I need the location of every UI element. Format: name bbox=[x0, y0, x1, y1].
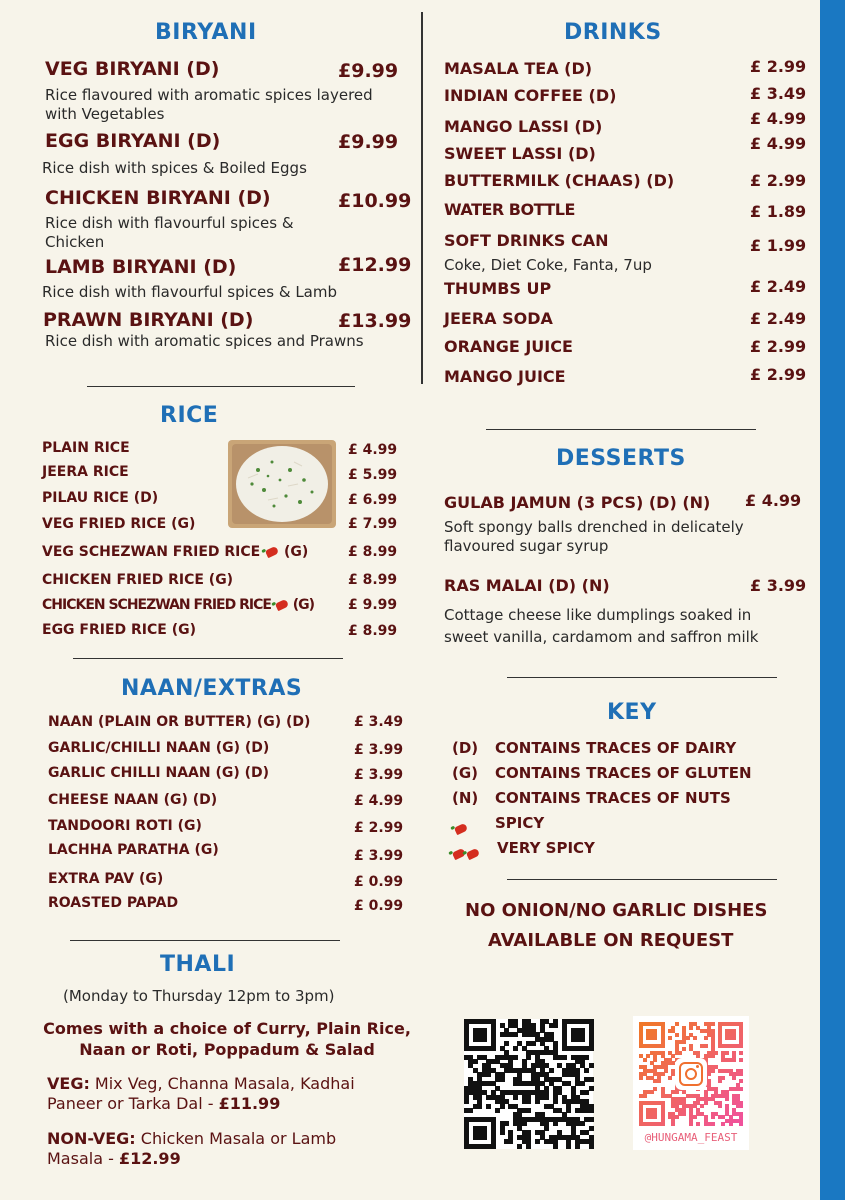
instagram-qr-card[interactable] bbox=[633, 1016, 749, 1150]
qr-module bbox=[678, 1051, 682, 1055]
qr-module bbox=[725, 1051, 729, 1055]
qr-module bbox=[718, 1079, 722, 1083]
naan-item-name: GARLIC/CHILLI NAAN (G) (D) bbox=[48, 740, 270, 756]
qr-module bbox=[500, 1130, 505, 1135]
menu-item-desc: Rice dish with flavourful spices & Chicken bbox=[45, 214, 294, 251]
naan-item-name: GARLIC CHILLI NAAN (G) (D) bbox=[48, 765, 270, 781]
drink-price: £ 2.99 bbox=[750, 57, 807, 76]
qr-module bbox=[526, 1099, 531, 1104]
qr-module bbox=[661, 1122, 665, 1126]
drink-price: £ 1.99 bbox=[750, 236, 807, 255]
qr-module bbox=[584, 1068, 589, 1073]
drink-name: BUTTERMILK (CHAAS) (D) bbox=[444, 171, 675, 190]
drink-price: £ 2.49 bbox=[750, 309, 807, 328]
qr-module bbox=[500, 1077, 505, 1082]
qr-module bbox=[580, 1121, 585, 1126]
menu-item-name: LAMB BIRYANI (D) bbox=[45, 256, 237, 278]
thali-nonveg bbox=[47, 1129, 377, 1169]
qr-module bbox=[468, 1108, 473, 1113]
qr-module bbox=[486, 1072, 491, 1077]
drink-name: MANGO JUICE bbox=[444, 367, 566, 386]
qr-module bbox=[531, 1041, 536, 1046]
section-divider bbox=[507, 677, 777, 678]
rice-item-name: PILAU RICE (D) bbox=[42, 490, 159, 506]
naan-item-price: £ 0.99 bbox=[354, 898, 404, 914]
qr-module bbox=[739, 1087, 743, 1091]
qr-module bbox=[580, 1081, 585, 1086]
key-heading: KEY bbox=[607, 700, 657, 725]
drinks-heading: DRINKS bbox=[564, 20, 662, 45]
qr-module bbox=[661, 1044, 665, 1048]
qr-module bbox=[700, 1104, 704, 1108]
drink-price: £ 4.99 bbox=[750, 109, 807, 128]
naan-item-name: EXTRA PAV (G) bbox=[48, 871, 164, 887]
drink-name: MASALA TEA (D) bbox=[444, 59, 593, 78]
instagram-icon bbox=[675, 1058, 707, 1090]
naan-item-name: ROASTED PAPAD bbox=[48, 895, 179, 911]
dessert-name: RAS MALAI (D) (N) bbox=[444, 576, 610, 595]
qr-module bbox=[504, 1121, 509, 1126]
qr-module bbox=[504, 1041, 509, 1046]
thali-hours: (Monday to Thursday 12pm to 3pm) bbox=[63, 987, 335, 1005]
rice-item-price: £ 9.99 bbox=[348, 597, 398, 613]
rice-item-price: £ 4.99 bbox=[348, 442, 398, 458]
qr-module bbox=[671, 1122, 675, 1126]
key-chili-icon bbox=[454, 818, 468, 837]
qr-module bbox=[513, 1046, 518, 1051]
qr-module bbox=[544, 1126, 549, 1131]
drink-desc: Coke, Diet Coke, Fanta, 7up bbox=[444, 256, 652, 274]
dessert-desc: Soft spongy balls drenched in delicately flavoured sugar syrup bbox=[444, 518, 744, 555]
qr-module bbox=[513, 1055, 518, 1060]
drink-price: £ 1.89 bbox=[750, 202, 807, 221]
qr-module bbox=[575, 1144, 580, 1149]
qr-module bbox=[704, 1036, 708, 1040]
rice-item-label: VEG SCHEZWAN FRIED RICE bbox=[42, 544, 261, 560]
qr-module bbox=[526, 1108, 531, 1113]
biryani-heading: BIRYANI bbox=[155, 20, 257, 45]
section-divider bbox=[486, 429, 756, 430]
key-label: CONTAINS TRACES OF NUTS bbox=[495, 789, 731, 807]
section-divider bbox=[73, 658, 343, 659]
drink-name: SOFT DRINKS CAN bbox=[444, 231, 609, 250]
qr-module bbox=[732, 1036, 736, 1040]
menu-item-desc: Rice dish with spices & Boiled Eggs bbox=[42, 159, 307, 177]
menu-item-price: £13.99 bbox=[338, 310, 412, 332]
qr-module bbox=[739, 1044, 743, 1048]
qr-module bbox=[643, 1094, 647, 1098]
naan-item-price: £ 3.99 bbox=[354, 848, 404, 864]
thali-veg bbox=[47, 1074, 407, 1114]
menu-item-name: VEG BIRYANI (D) bbox=[45, 58, 220, 80]
naan-item-name: NAAN (PLAIN OR BUTTER) (G) (D) bbox=[48, 714, 311, 730]
naan-item-price: £ 2.99 bbox=[354, 820, 404, 836]
dessert-desc: Cottage cheese like dumplings soaked in sweet vanilla, cardamom and saffron milk bbox=[444, 606, 759, 646]
rice-item-price: £ 8.99 bbox=[348, 544, 398, 560]
qr-module bbox=[693, 1115, 697, 1119]
section-divider bbox=[507, 879, 777, 880]
qr-module bbox=[589, 1046, 594, 1051]
drink-name: MANGO LASSI (D) bbox=[444, 117, 603, 136]
dessert-price: £ 4.99 bbox=[745, 491, 802, 510]
drink-name: INDIAN COFFEE (D) bbox=[444, 86, 617, 105]
qr-module bbox=[522, 1121, 527, 1126]
qr-module bbox=[725, 1097, 729, 1101]
thali-nonveg-label: NON-VEG: bbox=[47, 1129, 136, 1148]
qr-module bbox=[739, 1122, 743, 1126]
qr-module bbox=[464, 1099, 469, 1104]
rice-item-price: £ 7.99 bbox=[348, 516, 398, 532]
qr-module bbox=[589, 1086, 594, 1091]
qr-module bbox=[553, 1023, 558, 1028]
qr-module bbox=[732, 1058, 736, 1062]
menu-item-price: £9.99 bbox=[338, 131, 399, 153]
thali-heading: THALI bbox=[160, 952, 236, 977]
thali-veg-text: Mix Veg, Channa Masala, Kadhai Paneer or Tarka Dal - bbox=[47, 1074, 355, 1113]
rice-item-label: CHICKEN SCHEZWAN FRIED RICE bbox=[42, 597, 271, 613]
rice-item-price: £ 8.99 bbox=[348, 623, 398, 639]
menu-item-name: EGG BIRYANI (D) bbox=[45, 130, 221, 152]
key-double-chili-icon bbox=[452, 843, 480, 862]
instagram-handle: @HUNGAMA_FEAST bbox=[644, 1131, 738, 1144]
section-divider bbox=[87, 386, 355, 387]
qr-code[interactable] bbox=[464, 1019, 593, 1149]
drink-name: ORANGE JUICE bbox=[444, 337, 573, 356]
qr-module bbox=[535, 1139, 540, 1144]
qr-module bbox=[653, 1036, 657, 1040]
qr-module bbox=[711, 1054, 715, 1058]
qr-module bbox=[668, 1036, 672, 1040]
menu-item-price: £12.99 bbox=[338, 254, 412, 276]
qr-module bbox=[544, 1095, 549, 1100]
chili-icon bbox=[265, 546, 279, 558]
menu-item-desc: Rice dish with flavourful spices & Lamb bbox=[42, 283, 338, 301]
qr-module bbox=[513, 1032, 518, 1037]
rice-heading: RICE bbox=[160, 403, 219, 428]
thali-nonveg-price: £12.99 bbox=[118, 1149, 181, 1168]
drink-price: £ 2.49 bbox=[750, 277, 807, 296]
qr-module bbox=[711, 1122, 715, 1126]
key-label: VERY SPICY bbox=[497, 839, 595, 857]
qr-module bbox=[482, 1135, 487, 1140]
rice-item-suffix: (G) bbox=[292, 597, 314, 613]
qr-module bbox=[714, 1051, 718, 1055]
qr-module bbox=[482, 1037, 487, 1042]
chili-icon bbox=[275, 599, 289, 611]
drink-name: THUMBS UP bbox=[444, 279, 552, 298]
rice-item-name: CHICKEN FRIED RICE (G) bbox=[42, 572, 234, 588]
thali-nonveg-text: Chicken Masala or Lamb Masala - bbox=[47, 1129, 337, 1168]
no-onion-note: AVAILABLE ON REQUEST bbox=[488, 930, 734, 951]
thali-veg-price: £11.99 bbox=[218, 1094, 281, 1113]
qr-module bbox=[566, 1108, 571, 1113]
rice-item-name: PLAIN RICE bbox=[42, 440, 130, 456]
naan-heading: NAAN/EXTRAS bbox=[121, 676, 303, 701]
qr-module bbox=[689, 1026, 693, 1030]
qr-module bbox=[732, 1076, 736, 1080]
qr-module bbox=[704, 1044, 708, 1048]
qr-module bbox=[653, 1115, 657, 1119]
rice-bowl-image bbox=[228, 440, 336, 528]
drink-price: £ 4.99 bbox=[750, 134, 807, 153]
qr-module bbox=[653, 1058, 657, 1062]
qr-module bbox=[653, 1087, 657, 1091]
qr-module bbox=[477, 1104, 482, 1109]
naan-item-name: LACHHA PARATHA (G) bbox=[48, 842, 219, 858]
qr-module bbox=[664, 1069, 668, 1073]
rice-item-price: £ 8.99 bbox=[348, 572, 398, 588]
qr-module bbox=[473, 1059, 478, 1064]
rice-item-name: VEG FRIED RICE (G) bbox=[42, 516, 196, 532]
qr-module bbox=[513, 1095, 518, 1100]
qr-module bbox=[682, 1112, 686, 1116]
column-divider bbox=[421, 12, 423, 384]
qr-module bbox=[721, 1076, 725, 1080]
qr-module bbox=[739, 1104, 743, 1108]
qr-module bbox=[689, 1122, 693, 1126]
qr-module bbox=[491, 1144, 496, 1149]
qr-module bbox=[675, 1115, 679, 1119]
menu-item-name: CHICKEN BIRYANI (D) bbox=[45, 187, 271, 209]
qr-module bbox=[718, 1104, 722, 1108]
key-label: CONTAINS TRACES OF GLUTEN bbox=[495, 764, 752, 782]
qr-module bbox=[643, 1058, 647, 1062]
qr-module bbox=[584, 1090, 589, 1095]
qr-module bbox=[650, 1090, 654, 1094]
menu-item-price: £10.99 bbox=[338, 190, 412, 212]
qr-module bbox=[739, 1058, 743, 1062]
rice-item-price: £ 5.99 bbox=[348, 467, 398, 483]
rice-item-name: EGG FRIED RICE (G) bbox=[42, 622, 197, 638]
drink-price: £ 2.99 bbox=[750, 171, 807, 190]
thali-veg-label: VEG: bbox=[47, 1074, 90, 1093]
drink-price: £ 3.49 bbox=[750, 84, 807, 103]
dessert-name: GULAB JAMUN (3 PCS) (D) (N) bbox=[444, 493, 711, 512]
qr-module bbox=[704, 1101, 708, 1105]
naan-item-price: £ 3.49 bbox=[354, 714, 404, 730]
chili-icon bbox=[454, 823, 468, 835]
chili-icon bbox=[466, 848, 480, 860]
qr-module bbox=[711, 1022, 715, 1026]
qr-module bbox=[508, 1139, 513, 1144]
drink-price: £ 2.99 bbox=[750, 337, 807, 356]
qr-module bbox=[553, 1099, 558, 1104]
rice-item-suffix: (G) bbox=[283, 544, 309, 560]
qr-module bbox=[675, 1090, 679, 1094]
qr-module bbox=[500, 1104, 505, 1109]
qr-module bbox=[711, 1115, 715, 1119]
menu-item-price: £9.99 bbox=[338, 60, 399, 82]
qr-module bbox=[639, 1076, 643, 1080]
drink-name: WATER BOTTLE bbox=[444, 200, 575, 219]
thali-intro: Comes with a choice of Curry, Plain Rice, Naan or Roti, Poppadum & Salad bbox=[43, 1019, 411, 1059]
qr-module bbox=[696, 1122, 700, 1126]
qr-module bbox=[646, 1054, 650, 1058]
rice-item-price: £ 6.99 bbox=[348, 492, 398, 508]
menu-item-desc: Rice flavoured with aromatic spices layered with Vegetables bbox=[45, 86, 373, 123]
rice-item-name bbox=[42, 544, 308, 560]
qr-module bbox=[711, 1069, 715, 1073]
drink-name: SWEET LASSI (D) bbox=[444, 144, 596, 163]
qr-module bbox=[707, 1072, 711, 1076]
qr-module bbox=[675, 1033, 679, 1037]
naan-item-price: £ 3.99 bbox=[354, 742, 404, 758]
naan-item-name: CHEESE NAAN (G) (D) bbox=[48, 792, 218, 808]
qr-module bbox=[589, 1144, 594, 1149]
qr-module bbox=[526, 1144, 531, 1149]
qr-module bbox=[693, 1036, 697, 1040]
naan-item-price: £ 3.99 bbox=[354, 767, 404, 783]
page-edge-left bbox=[0, 0, 22, 1200]
qr-module bbox=[589, 1077, 594, 1082]
naan-item-price: £ 4.99 bbox=[354, 793, 404, 809]
qr-module bbox=[553, 1144, 558, 1149]
qr-module bbox=[668, 1076, 672, 1080]
qr-module bbox=[580, 1037, 585, 1042]
qr-module bbox=[566, 1144, 571, 1149]
qr-module bbox=[589, 1063, 594, 1068]
qr-module bbox=[675, 1022, 679, 1026]
qr-module bbox=[495, 1108, 500, 1113]
menu-item-name: PRAWN BIRYANI (D) bbox=[43, 309, 254, 331]
qr-module bbox=[562, 1055, 567, 1060]
menu-item-desc: Rice dish with aromatic spices and Prawns bbox=[45, 332, 364, 350]
qr-module bbox=[739, 1072, 743, 1076]
key-code: (G) bbox=[452, 764, 479, 782]
qr-module bbox=[686, 1036, 690, 1040]
qr-module bbox=[517, 1144, 522, 1149]
qr-module bbox=[553, 1121, 558, 1126]
blue-border-right bbox=[820, 0, 845, 1200]
drink-price: £ 2.99 bbox=[750, 365, 807, 384]
qr-module bbox=[661, 1072, 665, 1076]
qr-module bbox=[739, 1051, 743, 1055]
qr-module bbox=[486, 1104, 491, 1109]
key-label: CONTAINS TRACES OF DAIRY bbox=[495, 739, 737, 757]
dessert-price: £ 3.99 bbox=[750, 576, 807, 595]
no-onion-note: NO ONION/NO GARLIC DISHES bbox=[465, 900, 768, 921]
naan-item-name: TANDOORI ROTI (G) bbox=[48, 818, 202, 834]
drink-name: JEERA SODA bbox=[444, 309, 553, 328]
qr-module bbox=[682, 1040, 686, 1044]
qr-module bbox=[739, 1079, 743, 1083]
qr-module bbox=[721, 1122, 725, 1126]
qr-module bbox=[584, 1055, 589, 1060]
desserts-heading: DESSERTS bbox=[556, 446, 686, 471]
key-code: (D) bbox=[452, 739, 479, 757]
key-code: (N) bbox=[452, 789, 479, 807]
qr-module bbox=[589, 1108, 594, 1113]
section-divider bbox=[70, 940, 340, 941]
qr-module bbox=[657, 1079, 661, 1083]
qr-module bbox=[589, 1126, 594, 1131]
qr-module bbox=[491, 1046, 496, 1051]
key-label: SPICY bbox=[495, 814, 545, 832]
qr-module bbox=[549, 1068, 554, 1073]
qr-module bbox=[729, 1122, 733, 1126]
qr-module bbox=[535, 1099, 540, 1104]
naan-item-price: £ 0.99 bbox=[354, 874, 404, 890]
rice-item-name: JEERA RICE bbox=[42, 464, 129, 480]
qr-module bbox=[589, 1117, 594, 1122]
qr-module bbox=[526, 1055, 531, 1060]
qr-module bbox=[682, 1047, 686, 1051]
rice-item-name bbox=[42, 597, 314, 613]
